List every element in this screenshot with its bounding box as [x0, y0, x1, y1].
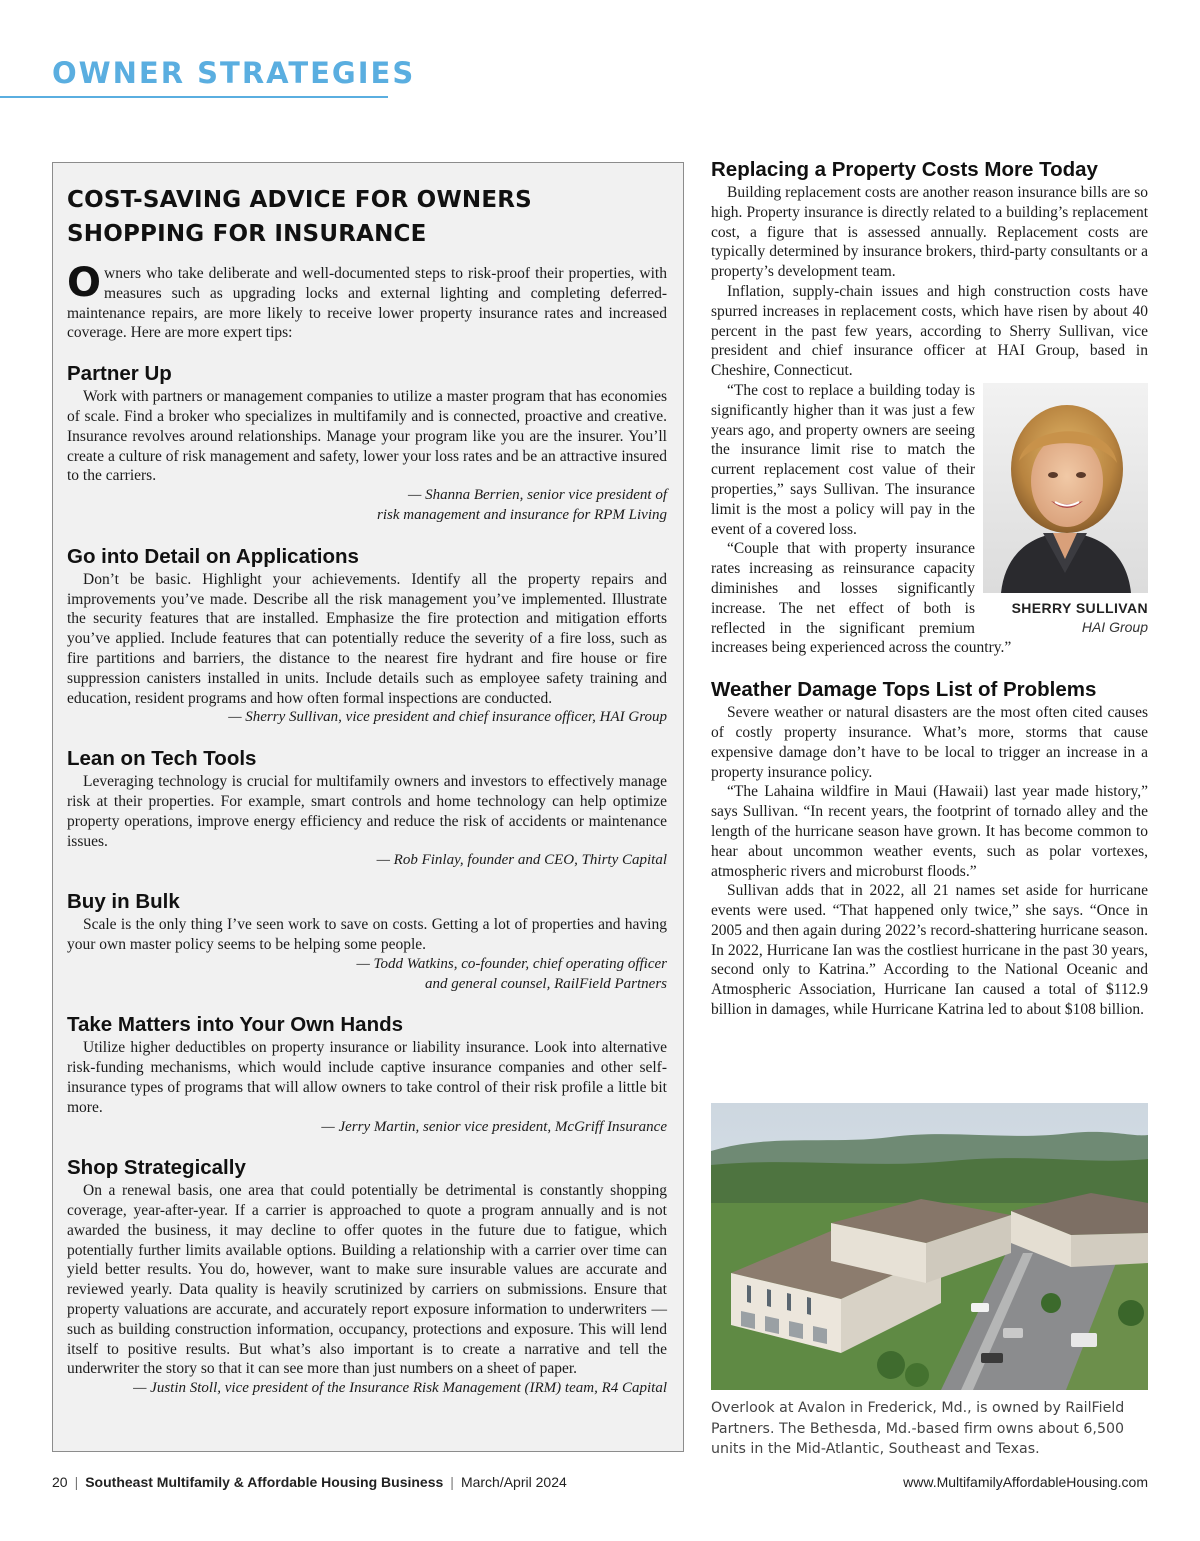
- tip-attribution: — Rob Finlay, founder and CEO, Thirty Capital: [376, 852, 667, 869]
- tip-body: Work with partners or management companies to utilize a master program that has economies of scale. Find a broker who specializes in multifamily and is connected, proactive and creative. Insurance revolves around relationships. Manage your program like you are the insurer. You’ll create a culture of risk management and safety, lower your loss rates and be an attractive insured to the carriers.: [67, 388, 667, 485]
- tip-body: Utilize higher deductibles on property insurance or liability insurance. Look into alternative risk-funding mechanisms, which would include captive insurance companies and other self-insurance types of programs that will allow owners to take control of their risk profile a little bit more.: [67, 1039, 667, 1116]
- page-number: 20: [52, 1474, 68, 1490]
- sidebar-intro-text: wners who take deliberate and well-documented steps to risk-proof their properties, with measures such as upgrading locks and external lighting and completing deferred-maintenance repairs, are more likely to receive lower property insurance rates and increased coverage. Here are more expert tips:: [67, 265, 667, 342]
- publication-name: Southeast Multifamily & Affordable Housing Business: [85, 1474, 444, 1490]
- tip-partner-up: [67, 362, 667, 526]
- article-paragraph: Inflation, supply-chain issues and high construction costs have spurred increases in replacement costs, which have risen by about 40 percent in the past few years, according to Sherry Sullivan, vice president and chief insurance officer at HAI Group, based in Cheshire, Connecticut.: [711, 282, 1148, 380]
- sidebar-title: COST-SAVING ADVICE FOR OWNERS SHOPPING FOR INSURANCE: [67, 187, 532, 247]
- article-column: [711, 157, 1148, 1020]
- drop-cap: O: [67, 260, 102, 306]
- footer-separator: |: [74, 1474, 79, 1490]
- tip-heading: Buy in Bulk: [67, 890, 180, 914]
- article-heading-replacing: Replacing a Property Costs More Today: [711, 158, 1098, 181]
- tip-shop-strategically: [67, 1156, 667, 1399]
- article-paragraph: “The cost to replace a building today is significantly higher than it was just a few years ago, and property owners are seeing the insurance limit rise to match the current replacement cost value of their properties,” says Sullivan. The insurance limit is the most a policy will pay in the event of a covered loss.: [711, 381, 975, 538]
- tip-attribution: — Sherry Sullivan, vice president and chief insurance officer, HAI Group: [228, 709, 667, 726]
- article-paragraph: Building replacement costs are another reason insurance bills are so high. Property insurance is directly related to a building’s replacement cost, a figure that is assessed annually. Replacement costs are typically determined by insurance brokers, third-party consultants or a property’s development team.: [711, 184, 1148, 281]
- portrait-photo: [983, 383, 1148, 593]
- tip-go-into-detail: [67, 545, 667, 728]
- tip-body: Scale is the only thing I’ve seen work to save on costs. Getting a lot of properties and having your own master policy seems to be helping some people.: [67, 916, 667, 953]
- tip-attribution: — Jerry Martin, senior vice president, McGriff Insurance: [321, 1118, 667, 1135]
- tip-heading: Take Matters into Your Own Hands: [67, 1013, 404, 1037]
- website-url[interactable]: www.MultifamilyAffordableHousing.com: [903, 1474, 1148, 1490]
- tip-buy-in-bulk: [67, 890, 667, 994]
- tip-take-matters: [67, 1013, 667, 1137]
- tip-body: On a renewal basis, one area that could potentially be detrimental is constantly shopping coverage, year-after-year. If a carrier is approached to quote a program annually and is not awarded the business, it may decline to offer quotes in the future due to fatigue, which potentially further limits available options. Building a relationship with a carrier over time can yield better results. You do, however, want to make sure insurable values are accurate and reviewed yearly. Data quality is heavily scrutinized by carriers on submissions. Ensure that property valuations are accurate, and accurately report exposure information to underwriters — such as building construction information, occupancy, protections and exposure. This will lend itself to positive results. But what’s also important is to create a narrative and tell the underwriter the story so that it can see more than just numbers on a sheet of paper.: [67, 1182, 667, 1378]
- section-title-rule: [0, 96, 388, 98]
- tip-lean-on-tech: [67, 747, 667, 871]
- tip-body: Don’t be basic. Highlight your achievements. Identify all the property repairs and improvements you’ve made. Describe all the risk management you’ve implemented. Illustrate the security features that are installed. Emphasize the fire protection and mitigation efforts you’ve applied. Include features that can potentially reduce the severity of a fire loss, such as fire partitions and barriers, the distance to the nearest fire hydrant and fire house or fire suppression canisters installed in units. Include details such as employee safety training and education, resident programs and how often formal inspections are conducted.: [67, 570, 667, 707]
- portrait-block: [983, 383, 1148, 635]
- tip-attribution: — Justin Stoll, vice president of the Insurance Risk Management (IRM) team, R4 Capital: [133, 1380, 667, 1397]
- tip-attribution: — Todd Watkins, co-founder, chief operating officer and general counsel, RailField Partners: [356, 955, 667, 992]
- article-paragraph: Sullivan adds that in 2022, all 21 names set aside for hurricane events were used. “That happened only twice,” she says. “Once in 2005 and then again during 2022’s record-shattering hurricane season. In 2022, Hurricane Ian was the costliest hurricane in the past 30 years, second only to Katrina.” According to the National Oceanic and Atmospheric Association, Hurricane Ian caused a total of $112.9 billion in damages, while Hurricane Katrina led to about $108 billion.: [711, 882, 1148, 1019]
- advice-sidebar: [52, 162, 684, 1452]
- tip-body: Leveraging technology is crucial for multifamily owners and investors to effectively manage risk at their properties. For example, smart controls and home technology can help optimize property operations, improve energy efficiency and reduce the risk of accidents or maintenance issues.: [67, 773, 667, 850]
- article-paragraph: Severe weather or natural disasters are the most often cited causes of costly property insurance. What’s more, storms that cause expensive damage don’t have to be local to trigger an increase in a property insurance policy.: [711, 704, 1148, 781]
- footer-separator: |: [450, 1474, 454, 1490]
- sidebar-intro: [67, 260, 667, 343]
- portrait-name: SHERRY SULLIVAN: [1011, 599, 1148, 616]
- issue-date: March/April 2024: [460, 1474, 567, 1490]
- portrait-organization: HAI Group: [1081, 618, 1148, 635]
- townhome-aerial-photo: [711, 1103, 1148, 1390]
- article-paragraph: “Couple that with property insurance rates increasing as reinsurance capacity diminishes and losses significantly increase. The net effect of both is reflected in the significant premium increases being experienced across the country.”: [711, 540, 1012, 657]
- section-title: OWNER STRATEGIES: [52, 56, 416, 90]
- article-paragraph: “The Lahaina wildfire in Maui (Hawaii) last year made history,” says Sullivan. “In recent years, the footprint of tornado alley and the length of the hurricane season have grown. It has become common to hear about uncommon weather events, such as polar vortexes, atmospheric rivers and microburst floods.”: [711, 783, 1148, 880]
- page-footer: [52, 1474, 1148, 1490]
- tip-heading: Partner Up: [67, 362, 172, 386]
- article-heading-weather: Weather Damage Tops List of Problems: [711, 678, 1097, 702]
- tip-heading: Shop Strategically: [67, 1156, 246, 1180]
- tip-heading: Go into Detail on Applications: [67, 544, 359, 568]
- tip-heading: Lean on Tech Tools: [67, 747, 257, 771]
- photo-caption: Overlook at Avalon in Frederick, Md., is owned by RailField Partners. The Bethesda, Md.-based firm owns about 6,500 units in the Mid-Atlantic, Southeast and Texas.: [711, 1400, 1125, 1457]
- tip-attribution: — Shanna Berrien, senior vice president of risk management and insurance for RPM Living: [377, 487, 667, 523]
